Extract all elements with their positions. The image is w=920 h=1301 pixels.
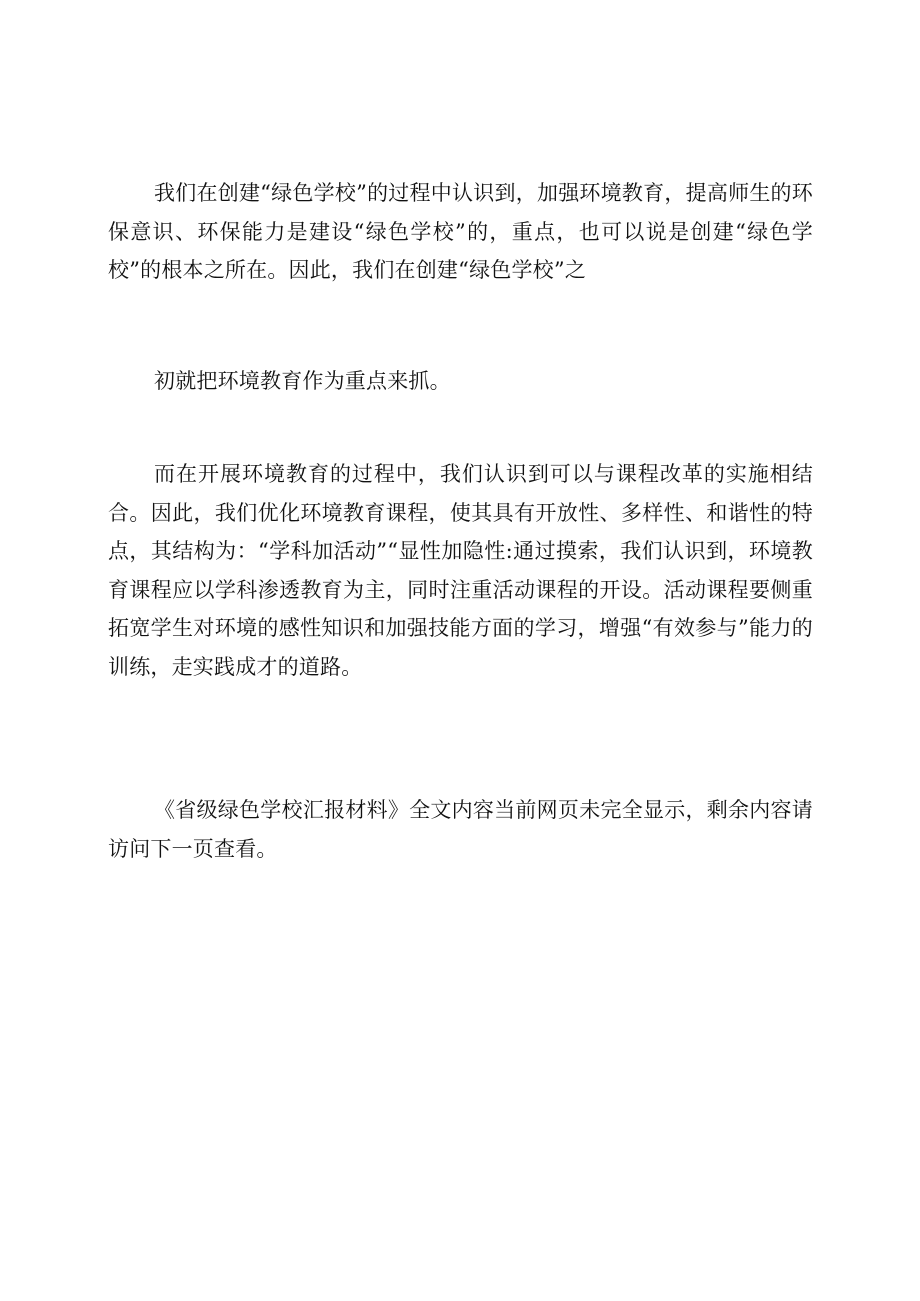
paragraph-continued-notice: 《省级绿色学校汇报材料》全文内容当前网页未完全显示，剩余内容请访问下一页查看。: [108, 798, 813, 861]
paragraph-curriculum-reform: 而在开展环境教育的过程中，我们认识到可以与课程改革的实施相结合。因此，我们优化环境教育课程，使其具有开放性、多样性、和谐性的特点，其结构为：“学科加活动”“显性加隐性:通过摸索，我们认识到，环境教育课程应以学科渗透教育为主，同时注重活动课程的开设。活动课程要侧重拓宽学生对环境的感性知识和加强技能方面的学习，增强“有效参与”能力的训练，走实践成才的道路。: [108, 462, 813, 679]
paragraph-green-school-awareness: 我们在创建“绿色学校”的过程中认识到，加强环境教育，提高师生的环保意识、环保能力是建设“绿色学校”的，重点，也可以说是创建“绿色学校”的根本之所在。因此，我们在创建“绿色学校”之: [108, 181, 813, 282]
paragraph-environmental-education-focus: 初就把环境教育作为重点来抓。: [154, 369, 451, 393]
